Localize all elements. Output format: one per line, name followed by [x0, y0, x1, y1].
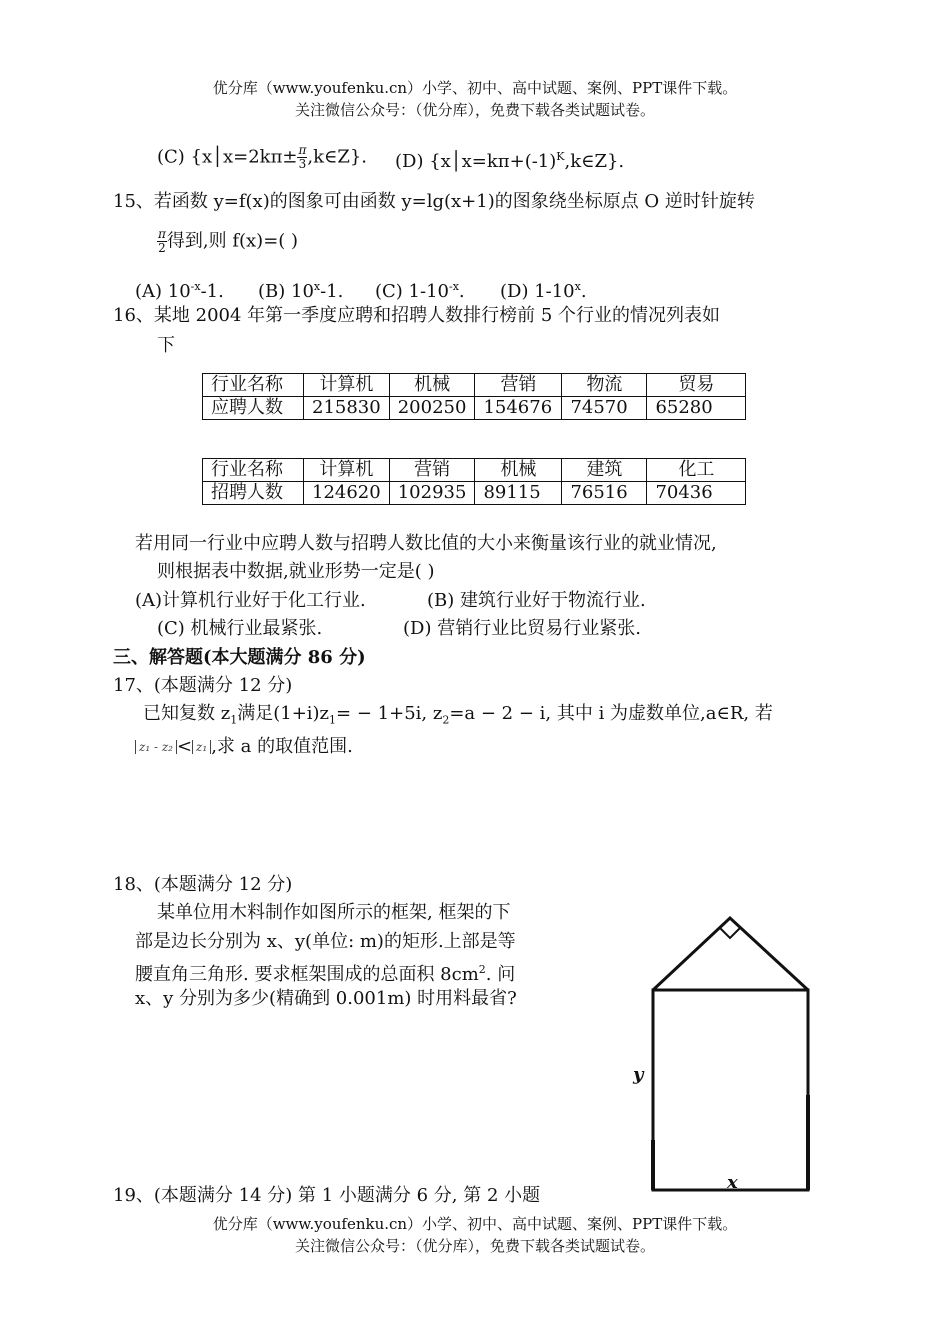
- fraction-numerator: π: [298, 143, 307, 157]
- q14-option-c-text: (C) {x│x=2kπ±: [157, 146, 298, 168]
- q18-text: . 问: [485, 964, 516, 985]
- table-cell: 计算机: [304, 459, 390, 482]
- table-cell: 76516: [562, 482, 647, 505]
- table-cell: 70436: [647, 482, 746, 505]
- q16-stem-line-2: 下: [157, 335, 175, 356]
- superscript: K: [556, 150, 565, 163]
- q14-option-c-tail: ,k∈Z}.: [307, 146, 368, 168]
- q15-option-b: [258, 274, 343, 305]
- triangle-roof: [653, 918, 808, 990]
- footer-line-1: 优分库（www.youfenku.cn）小学、初中、高中试题、案例、PPT课件下载。: [212, 1215, 738, 1233]
- q15-option-d-tail: .: [580, 281, 587, 302]
- q17-text: 已知复数 z: [143, 703, 231, 724]
- q15-stem-line-1: 15、若函数 y=f(x)的图象可由函数 y=lg(x+1)的图象绕坐标原点 O 逆时针旋转: [113, 191, 755, 212]
- superscript: 2: [478, 963, 486, 976]
- fraction-denominator: 3: [298, 157, 307, 171]
- table-cell: 65280: [647, 397, 746, 420]
- table-cell: 应聘人数: [203, 397, 304, 420]
- q15-option-b-text: (B) 10: [258, 281, 314, 302]
- table-row: [203, 374, 746, 397]
- table-cell: 154676: [475, 397, 562, 420]
- subscript: 2: [442, 713, 450, 727]
- header-line-2: 关注微信公众号：（优分库），免费下载各类试题试卷。: [294, 101, 655, 119]
- q15-option-a-text: (A) 10: [135, 281, 191, 302]
- q18-line-1: 某单位用木料制作如图所示的框架, 框架的下: [157, 902, 511, 923]
- table-cell: 营销: [475, 374, 562, 397]
- q15-option-c-tail: .: [458, 281, 465, 302]
- table-cell: 215830: [304, 397, 390, 420]
- fraction-numerator: π: [158, 227, 166, 241]
- q18-line-3: [135, 957, 515, 988]
- label-x: x: [727, 1172, 738, 1193]
- table-cell: 74570: [562, 397, 647, 420]
- q19-line: 19、(本题满分 14 分) 第 1 小题满分 6 分, 第 2 小题: [113, 1185, 541, 1206]
- q16-option-c: (C) 机械行业最紧张.: [157, 618, 323, 639]
- label-y: y: [633, 1064, 644, 1085]
- q18-line-4: x、y 分别为多少(精确到 0.001m) 时用料最省?: [135, 988, 517, 1009]
- q17-text: 满足(1+i)z: [237, 703, 330, 724]
- table-cell: 机械: [389, 374, 475, 397]
- table-cell: 行业名称: [203, 374, 304, 397]
- table-cell: 贸易: [647, 374, 746, 397]
- table-cell: 建筑: [562, 459, 647, 482]
- rectangle-frame: [653, 990, 808, 1190]
- q15-option-b-tail: -1.: [320, 281, 344, 302]
- q15-option-c: [375, 274, 465, 305]
- table-cell: 计算机: [304, 374, 390, 397]
- table-cell: 124620: [304, 482, 390, 505]
- q16-option-a: (A)计算机行业好于化工行业.: [135, 590, 366, 611]
- table-row: [203, 397, 746, 420]
- header-line-1: 优分库（www.youfenku.cn）小学、初中、高中试题、案例、PPT课件下载。: [212, 79, 738, 97]
- table-cell: 行业名称: [203, 459, 304, 482]
- footer-line-2: 关注微信公众号：（优分库），免费下载各类试题试卷。: [294, 1237, 655, 1255]
- q17-line-1: [143, 701, 773, 734]
- q16-option-d: (D) 营销行业比贸易行业紧张.: [403, 618, 641, 639]
- frame-figure: [620, 905, 830, 1200]
- q15-option-a: [135, 274, 224, 305]
- q18-text: 腰直角三角形. 要求框架围成的总面积 8cm: [135, 964, 479, 985]
- table-cell: 招聘人数: [203, 482, 304, 505]
- right-angle-mark: [720, 928, 740, 938]
- superscript: x: [313, 280, 321, 293]
- q14-option-d-text: (D) {x│x=kπ+(-1): [395, 151, 557, 172]
- table-cell: 营销: [389, 459, 475, 482]
- q15-stem-line-2-text: 得到,则 f(x)=( ): [166, 230, 299, 252]
- q16-stem-line-1: 16、某地 2004 年第一季度应聘和招聘人数排行榜前 5 个行业的情况列表如: [113, 305, 721, 326]
- q14-option-d-tail: ,k∈Z}.: [564, 151, 625, 172]
- applicants-table: [202, 373, 746, 420]
- q15-option-c-text: (C) 1-10: [375, 281, 449, 302]
- abs-expression: z₁: [192, 740, 211, 754]
- superscript: -x: [448, 280, 459, 293]
- q17-line-2: [135, 734, 353, 760]
- table-cell: 89115: [475, 482, 562, 505]
- q18-title: 18、(本题满分 12 分): [113, 874, 293, 895]
- section-title: 三、解答题(本大题满分 86 分): [113, 647, 366, 668]
- q16-text-line-1: 若用同一行业中应聘人数与招聘人数比值的大小来衡量该行业的就业情况,: [135, 533, 717, 554]
- fraction-denominator: 2: [158, 241, 166, 255]
- q17-title: 17、(本题满分 12 分): [113, 675, 293, 696]
- superscript: -x: [190, 280, 201, 293]
- fraction: [297, 144, 307, 171]
- q17-text: ,求 a 的取值范围.: [211, 736, 353, 757]
- abs-expression: z₁ - z₂: [135, 740, 177, 754]
- table-cell: 物流: [562, 374, 647, 397]
- fraction: [157, 228, 167, 255]
- q14-option-c: [157, 144, 367, 171]
- table-row: [203, 482, 746, 505]
- table-cell: 化工: [647, 459, 746, 482]
- table-cell: 机械: [475, 459, 562, 482]
- q15-option-d-text: (D) 1-10: [500, 281, 575, 302]
- q16-option-b: (B) 建筑行业好于物流行业.: [427, 590, 646, 611]
- q16-text-line-2: 则根据表中数据,就业形势一定是( ): [157, 561, 435, 582]
- subscript: 1: [329, 713, 337, 727]
- table-cell: 102935: [389, 482, 475, 505]
- q15-stem-line-2: [157, 228, 298, 255]
- table-cell: 200250: [389, 397, 475, 420]
- recruitment-table: [202, 458, 746, 505]
- q14-option-d: [395, 144, 624, 175]
- subscript: 1: [230, 713, 238, 727]
- q15-option-d: [500, 274, 587, 305]
- q18-line-2: 部是边长分别为 x、y(单位: m)的矩形.上部是等: [135, 931, 516, 952]
- q17-text: = − 1+5i, z: [336, 703, 443, 724]
- table-row: [203, 459, 746, 482]
- superscript: x: [574, 280, 581, 293]
- less-than-sign: <: [176, 736, 193, 757]
- q17-text: =a − 2 − i, 其中 i 为虚数单位,a∈R, 若: [449, 703, 773, 724]
- q15-option-a-tail: -1.: [200, 281, 224, 302]
